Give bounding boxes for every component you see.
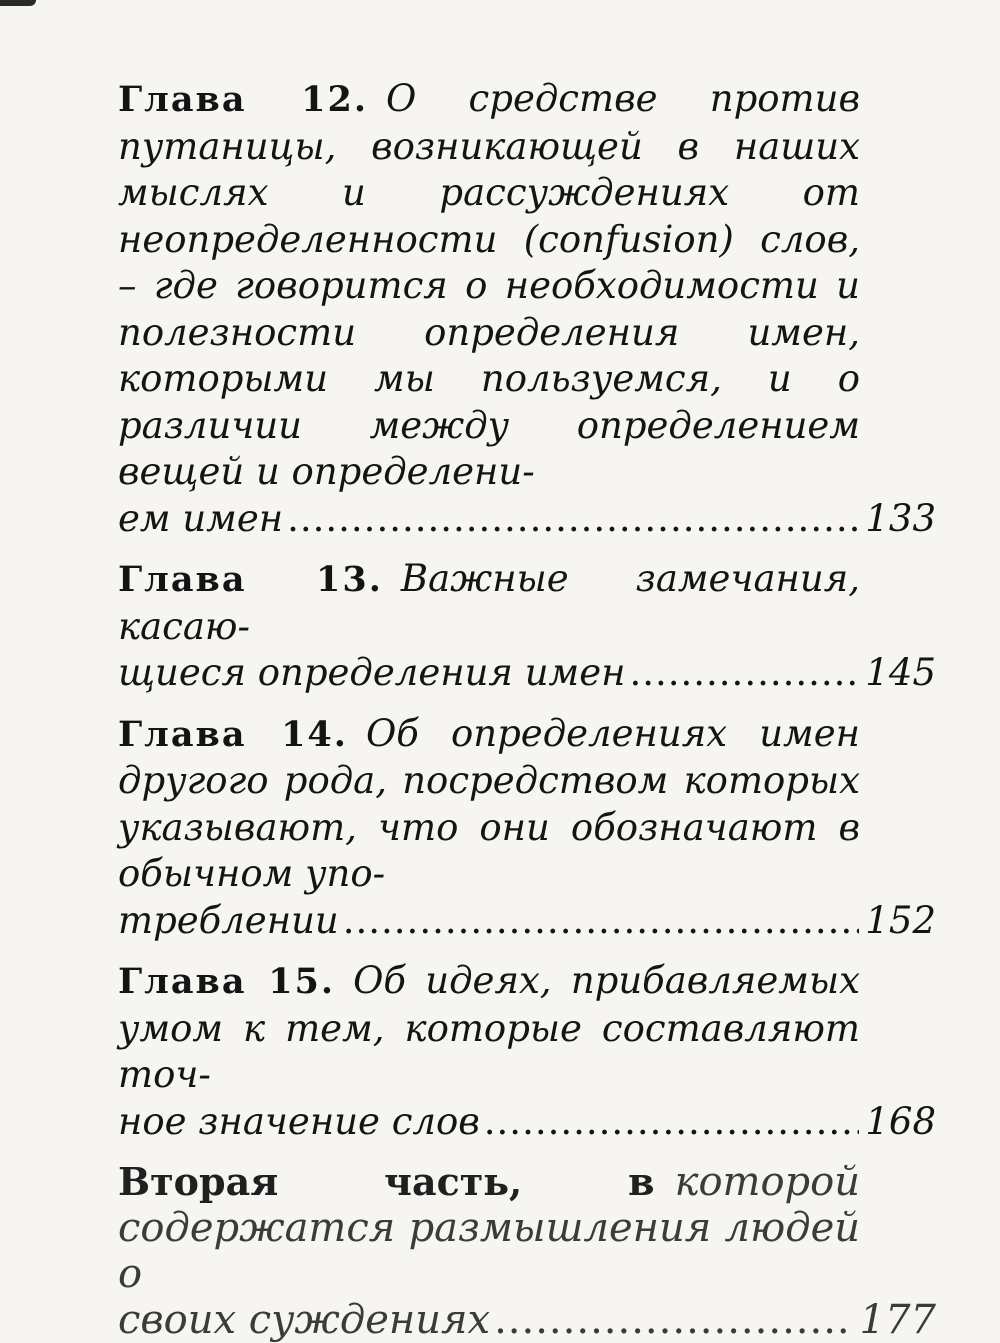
chapter-label: Глава 14. [118,713,348,755]
part-label: Вторая часть, в [118,1159,655,1204]
table-of-contents [118,76,936,1343]
toc-entry-text-block [118,76,860,496]
toc-entry-chapter-14 [118,711,936,945]
chapter-title-tail: ное значение слов [118,1099,480,1143]
toc-entry-text-block [118,958,860,1099]
toc-entry-part-two [118,1159,936,1343]
page-number: 152 [865,898,936,942]
dot-leader [494,1297,854,1343]
dot-leader [287,496,859,543]
chapter-title-tail: треблении [118,898,339,942]
chapter-title: Об определениях имен другого рода, посредством которых указывают, что они обозначают в обычном упо- [118,711,860,895]
page-number: 177 [859,1297,936,1343]
chapter-title: Об идеях, прибавляемых умом к тем, которые составляют точ- [118,959,860,1096]
toc-entry-last-line [118,898,936,945]
chapter-title-tail: ем имен [118,496,284,540]
page-number: 168 [865,1099,936,1143]
chapter-label: Глава 12. [118,79,369,120]
page-corner-mark [0,0,36,6]
page-number: 145 [865,651,936,694]
dot-leader [343,898,860,945]
toc-entry-last-line [118,650,936,697]
chapter-title: О средстве против путаницы, возникающей в наших мыслях и рассуждениях от неопределенности (confusion) слов, – где говорится о необходимости и полезности определения имен, которыми мы пользуемся, и о различии между определением вещей и определени- [118,77,860,493]
chapter-title: Важные замечания, касаю- [118,557,860,648]
toc-entry-last-line [118,1297,936,1343]
toc-entry-chapter-13 [118,556,936,697]
toc-entry-text-block [118,1159,860,1297]
dot-leader [629,650,859,697]
dot-leader [484,1099,860,1146]
toc-entry-last-line [118,496,936,543]
chapter-label: Глава 15. [118,961,336,1002]
page-number: 133 [865,496,936,540]
chapter-label: Глава 13. [118,559,383,600]
toc-entry-text-block [118,711,860,898]
part-title: которой содержатся размышления людей о [118,1159,860,1297]
toc-entry-last-line [118,1099,936,1146]
toc-entry-chapter-15 [118,958,936,1145]
toc-entry-chapter-12 [118,76,936,542]
chapter-title-tail: щиеся определения имен [118,651,626,694]
part-title-tail: своих суждениях [118,1297,491,1343]
toc-entry-text-block [118,556,860,650]
